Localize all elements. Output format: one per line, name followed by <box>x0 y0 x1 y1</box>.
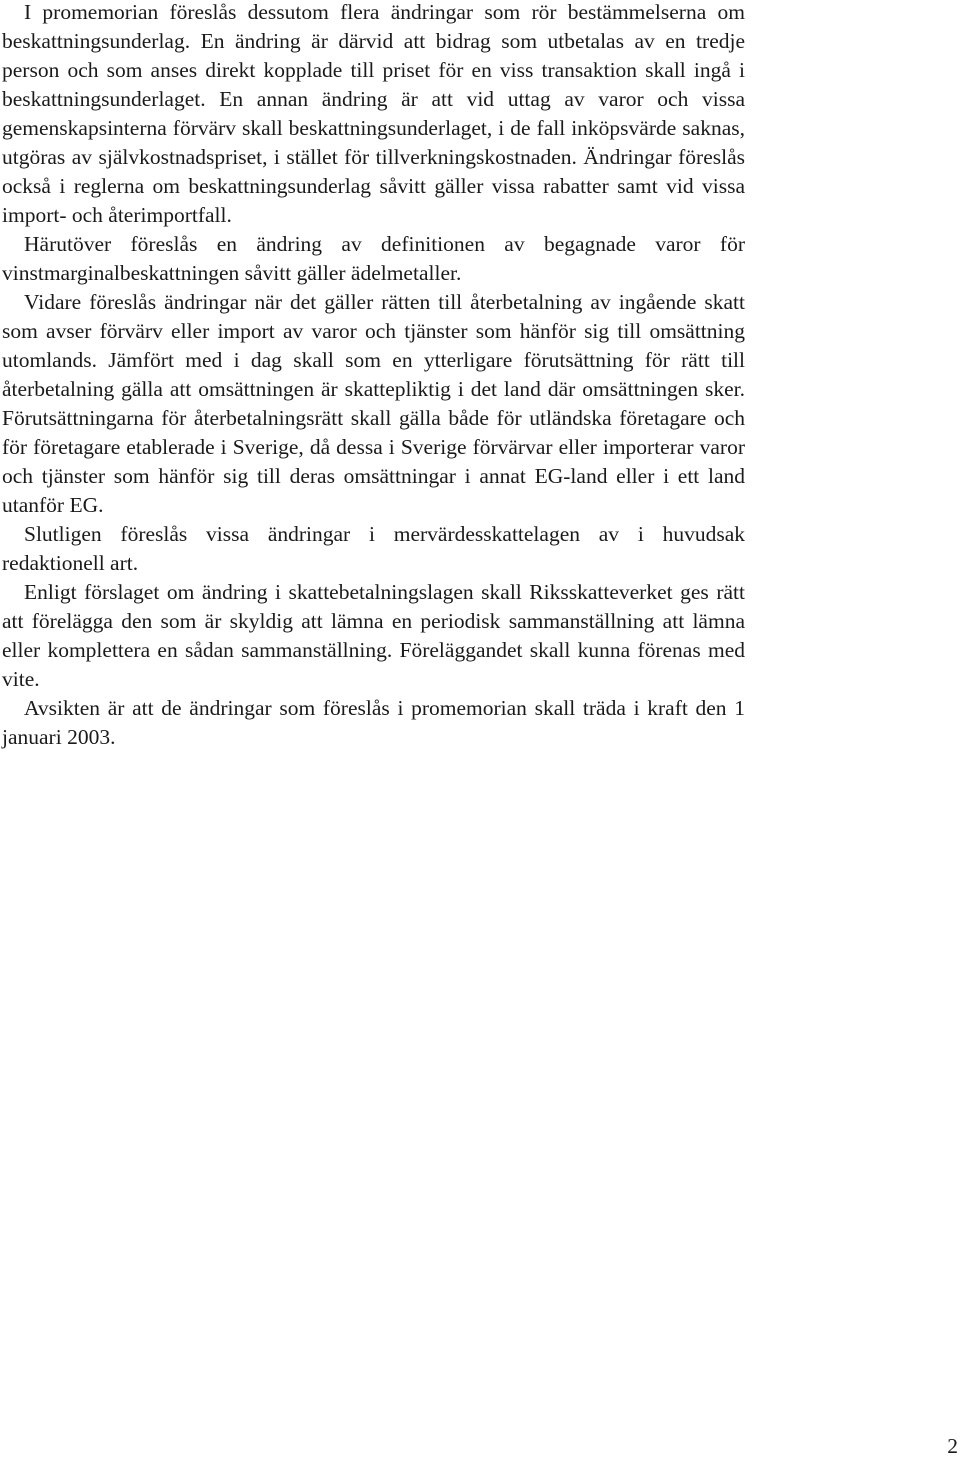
paragraph-redaktionella-andringar: Slutligen föreslås vissa ändringar i mervärdesskattelagen av i huvudsak redaktionell art. <box>2 522 745 575</box>
document-body <box>2 0 745 752</box>
page-number: 2 <box>947 1434 958 1458</box>
paragraph-aterbetalning: Vidare föreslås ändringar när det gäller rätten till återbetalning av ingående skatt som avser förvärv eller import av varor och tjänster som hänför sig till omsättning utomlands. Jämfört med i dag skall som en ytterligare förutsättning för rätt till återbetalning gälla att omsättningen är skattepliktig i det land där omsättningen sker. Förutsättningarna för återbetalningsrätt skall gälla både för utländska företagare och för företagare etablerade i Sverige, då dessa i Sverige förvärvar eller importerar varor och tjänster som hänför sig till deras omsättningar i annat EG-land eller i ett land utanför EG. <box>2 290 745 517</box>
paragraph-skattebetalningslagen: Enligt förslaget om ändring i skattebetalningslagen skall Riksskatteverket ges rätt att förelägga den som är skyldig att lämna en periodisk sammanställning att lämna eller komplettera en sådan sammanställning. Föreläggandet skall kunna förenas med vite. <box>2 580 745 691</box>
paragraph-beskattningsunderlag: I promemorian föreslås dessutom flera ändringar som rör bestämmelserna om beskattningsunderlag. En ändring är därvid att bidrag som utbetalas av en tredje person och som anses direkt kopplade till priset för en viss transaktion skall ingå i beskattningsunderlaget. En annan ändring är att vid uttag av varor och vissa gemenskapsinterna förvärv skall beskattningsunderlaget, i de fall inköpsvärde saknas, utgöras av självkostnadspriset, i stället för tillverkningskostnaden. Ändringar föreslås också i reglerna om beskattningsunderlag såvitt gäller vissa rabatter samt vid vissa import- och återimportfall. <box>2 0 745 227</box>
paragraph-ikrafttradande: Avsikten är att de ändringar som föreslås i promemorian skall träda i kraft den 1 januari 2003. <box>2 696 745 749</box>
paragraph-begagnade-varor: Härutöver föreslås en ändring av definitionen av begagnade varor för vinstmarginalbeskattningen såvitt gäller ädelmetaller. <box>2 232 745 285</box>
